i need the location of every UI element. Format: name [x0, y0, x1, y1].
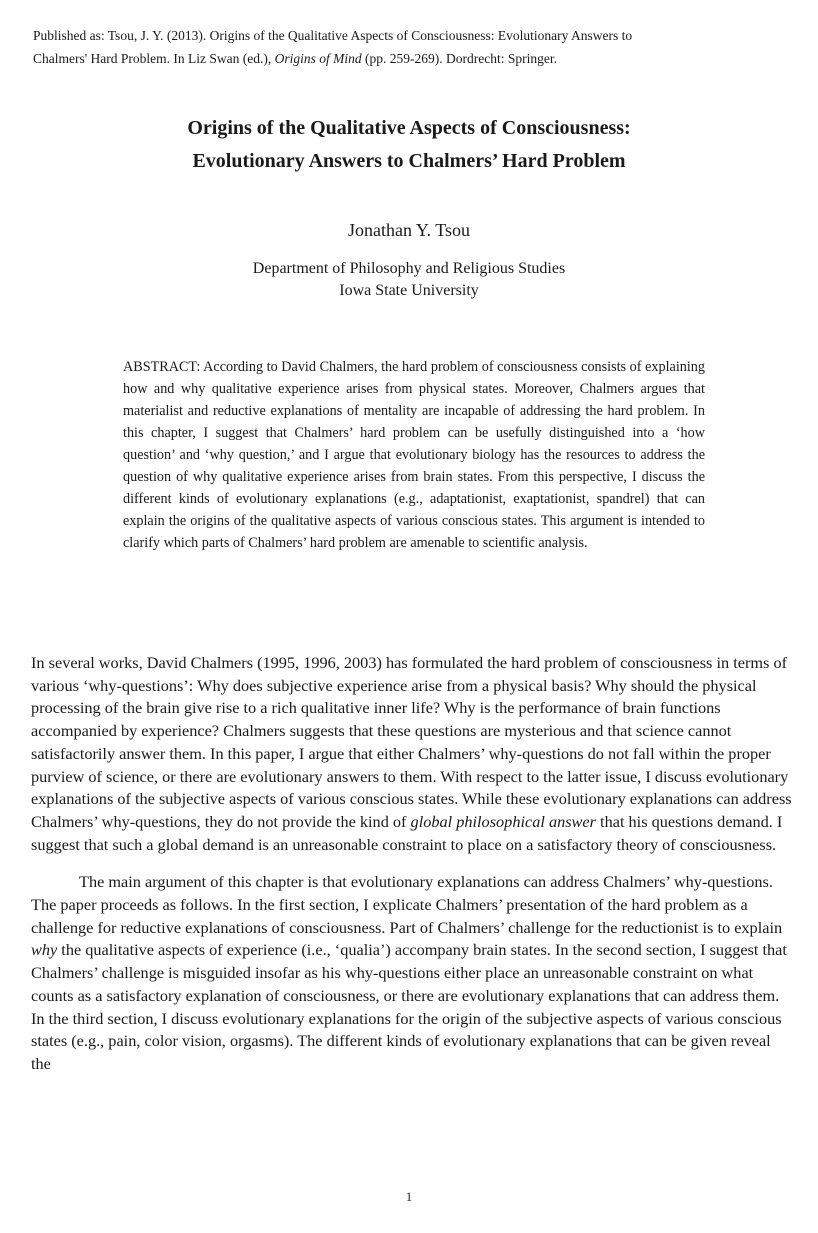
affiliation-university: Iowa State University: [339, 282, 479, 299]
abstract: ABSTRACT: According to David Chalmers, the hard problem of consciousness consists of explaining how and why qualitative experience arises from physical states. Moreover, Chalmers argues that materialist and reductive explanations of mentality are incapable of addressing the hard problem. In this chapter, I suggest that Chalmers’ hard problem can be usefully distinguished into a ‘how question’ and ‘why question,’ and I argue that evolutionary biology has the resources to address the question of why qualitative experience arises from brain states. From this perspective, I discuss the different kinds of evolutionary explanations (e.g., adaptationist, exaptationist, spandrel) that can explain the origins of the qualitative aspects of various conscious states. This argument is intended to clarify which parts of Chalmers’ hard problem are amenable to scientific analysis.: [123, 359, 705, 551]
affiliation-department: Department of Philosophy and Religious Studies: [252, 260, 566, 277]
publication-note: [33, 24, 798, 70]
paragraph-2-italic-word: why: [31, 940, 58, 960]
publication-note-line2-pre: Chalmers' Hard Problem. In Liz Swan (ed.),: [33, 51, 275, 66]
paper-title-line1: Origins of the Qualitative Aspects of Consciousness:: [187, 117, 631, 139]
paragraph-2: [31, 871, 794, 1075]
paper-title-line2: Evolutionary Answers to Chalmers’ Hard Problem: [192, 150, 626, 172]
paragraph-1-italic-phrase: global philosophical answer: [410, 811, 596, 831]
paragraph-2-text-a: The main argument of this chapter is that evolutionary explanations can address Chalmers’ why-questions. The paper proceeds as follows. In the first section, I explicate Chalmers’ presentation of the hard problem as a challenge for reductive explanations of consciousness. Part of Chalmers’ challenge for the reductionist is to explain: [31, 872, 783, 937]
paragraph-1: [31, 652, 794, 856]
publication-note-line2-post: (pp. 259-269). Dordrecht: Springer.: [361, 51, 557, 66]
paragraph-1-text-a: In several works, David Chalmers (1995, 1996, 2003) has formulated the hard problem of consciousness in terms of various ‘why-questions’: Why does subjective experience arise from a physical basis? Why should the physical processing of the brain give rise to a rich qualitative inner life? Why is the performance of brain functions accompanied by experience? Chalmers suggests that these questions are mysterious and that science cannot satisfactorily answer them. In this paper, I argue that either Chalmers’ why-questions do not fall within the proper purview of science, or there are evolutionary answers to them. With respect to the latter issue, I discuss evolutionary explanations of the subjective aspects of various conscious states. While these evolutionary explanations can address Chalmers’ why-questions, they do not provide the kind of: [31, 653, 792, 831]
author-name: Jonathan Y. Tsou: [348, 220, 470, 240]
book-title-italic: Origins of Mind: [274, 51, 362, 66]
paragraph-2-text-b: the qualitative aspects of experience (i.e., ‘qualia’) accompany brain states. In the second section, I suggest that Chalmers’ challenge is misguided insofar as his why-questions either place an unreasonable constraint on what counts as a satisfactory explanation of consciousness, or there are evolutionary explanations that can address them. In the third section, I discuss evolutionary explanations for the origin of the subjective aspects of various conscious states (e.g., pain, color vision, orgasms). The different kinds of evolutionary explanations that can be given reveal the: [31, 940, 787, 1073]
paper-title: [0, 112, 818, 178]
affiliation: [0, 258, 818, 302]
publication-note-line1: Published as: Tsou, J. Y. (2013). Origins of the Qualitative Aspects of Consciousness: Evolutionary Answers to: [33, 28, 633, 43]
paragraph-1-text-b: that his questions demand. I suggest that such a global demand is an unreasonable constraint to place on a satisfactory theory of consciousness.: [31, 811, 783, 854]
page-number: 1: [405, 1189, 413, 1204]
body-text: [31, 652, 794, 1076]
